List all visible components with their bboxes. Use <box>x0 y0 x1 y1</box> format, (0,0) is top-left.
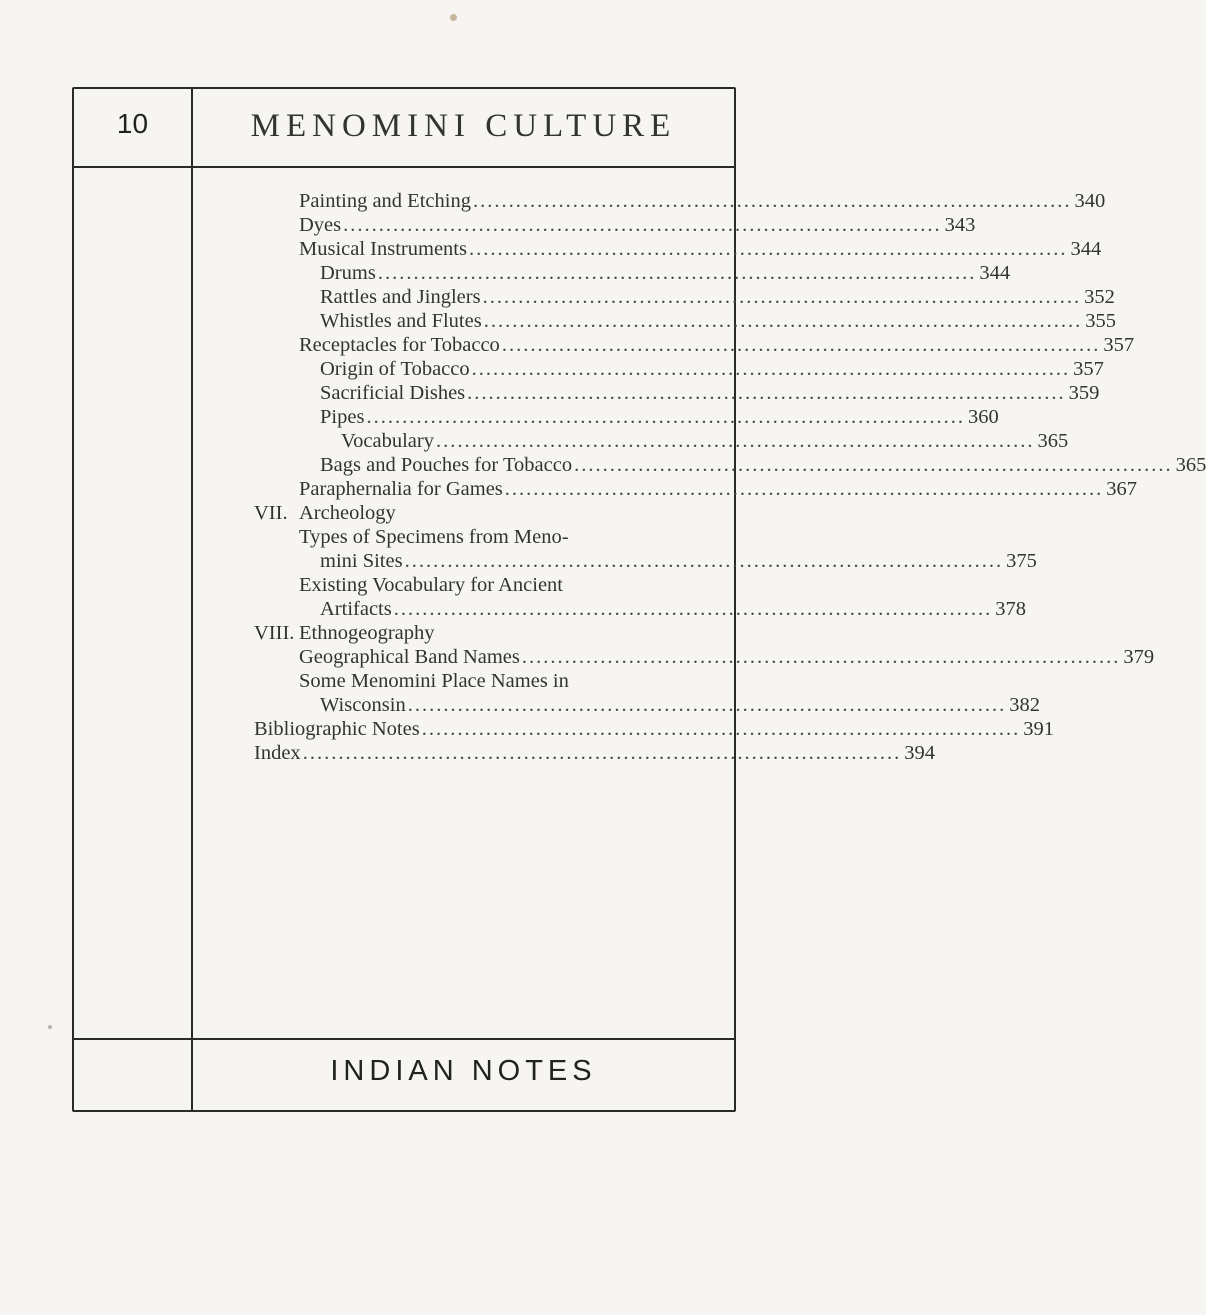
toc-page-number: 340 <box>1074 190 1106 212</box>
toc-section-heading <box>254 621 729 645</box>
leader-dots: .................................................................................... <box>501 334 1101 356</box>
toc-entry <box>320 453 1206 477</box>
toc-entry <box>299 669 729 693</box>
toc-entry-label: mini Sites <box>320 550 403 572</box>
speck-mark <box>48 1025 52 1029</box>
leader-dots: .................................................................................... <box>407 694 1007 716</box>
leader-dots: .................................................................................... <box>483 310 1083 332</box>
leader-dots: .................................................................................... <box>472 190 1072 212</box>
toc-page-number: 365 <box>1037 430 1069 452</box>
leader-dots: .................................................................................... <box>482 286 1082 308</box>
toc-entry-label: Rattles and Jinglers <box>320 286 481 308</box>
toc-entry <box>299 525 729 549</box>
toc-entry-label: Types of Specimens from Meno- <box>299 526 569 548</box>
toc-page-number: 391 <box>1023 718 1054 740</box>
leader-dots: .................................................................................... <box>366 406 965 428</box>
section-title: Ethnogeography <box>299 622 435 644</box>
toc-page-number: 357 <box>1073 358 1104 380</box>
toc-entry-label: Musical Instruments <box>299 238 467 260</box>
toc-page-number: 378 <box>995 598 1026 620</box>
leader-dots: .................................................................................... <box>435 430 1035 452</box>
toc-entry-label: Index <box>254 742 301 764</box>
toc-entry-label: Vocabulary <box>341 430 434 452</box>
toc-entry-label: Whistles and Flutes <box>320 310 482 332</box>
toc-entry <box>320 357 1104 381</box>
toc-entry <box>320 549 1037 573</box>
toc-entry-label: Some Menomini Place Names in <box>299 670 569 692</box>
toc-page-number: 394 <box>904 742 935 764</box>
toc-entry <box>320 261 1011 285</box>
toc-page-number: 360 <box>967 406 999 428</box>
toc-entry <box>254 717 1054 741</box>
toc-entry <box>320 597 1026 621</box>
toc-page-number: 382 <box>1009 694 1040 716</box>
leader-dots: .................................................................................... <box>302 742 902 764</box>
leader-dots: .................................................................................... <box>504 478 1104 500</box>
toc-page-number: 379 <box>1123 646 1155 668</box>
toc-entry-label: Bags and Pouches for Tobacco <box>320 454 573 476</box>
speck-mark <box>450 14 457 21</box>
toc-entry <box>299 477 1138 501</box>
toc-entry <box>254 741 935 765</box>
leader-dots: .................................................................................... <box>521 646 1121 668</box>
toc-entry <box>320 309 1116 333</box>
toc-entry <box>320 693 1040 717</box>
toc-page-number: 344 <box>1070 238 1102 260</box>
header-rule <box>72 166 736 168</box>
leader-dots: .................................................................................... <box>404 550 1004 572</box>
toc-entry-label: Wisconsin <box>320 694 406 716</box>
toc-page-number: 367 <box>1106 478 1138 500</box>
toc-entry <box>341 429 1069 453</box>
toc-entry <box>299 189 1106 213</box>
section-title: Archeology <box>299 502 396 524</box>
toc-entry <box>320 405 999 429</box>
toc-entry <box>320 381 1100 405</box>
leader-dots: .................................................................................... <box>393 598 993 620</box>
toc-entry <box>299 213 976 237</box>
section-numeral: VIII. <box>254 622 295 644</box>
toc-entry <box>320 285 1115 309</box>
toc-entry-label: Paraphernalia for Games <box>299 478 503 500</box>
footer-title: INDIAN NOTES <box>330 1055 597 1087</box>
leader-dots: .................................................................................... <box>467 382 1066 404</box>
toc-entry-label: Artifacts <box>320 598 392 620</box>
toc-entry <box>299 237 1102 261</box>
toc-page-number: 375 <box>1006 550 1037 572</box>
toc-page-number: 357 <box>1103 334 1135 356</box>
section-numeral: VII. <box>254 502 288 524</box>
footer-rule <box>72 1038 736 1040</box>
toc-entry-label: Painting and Etching <box>299 190 471 212</box>
running-head: MENOMINI CULTURE <box>250 108 677 144</box>
leader-dots: .................................................................................... <box>471 358 1071 380</box>
toc-entry-label: Drums <box>320 262 376 284</box>
toc-page-number: 365 <box>1175 454 1206 476</box>
toc-section-heading <box>254 501 729 525</box>
toc-entry-label: Geographical Band Names <box>299 646 520 668</box>
toc-entry-label: Bibliographic Notes <box>254 718 420 740</box>
toc-entry <box>299 645 1155 669</box>
toc-entry <box>299 333 1135 357</box>
page-number: 10 <box>116 108 149 139</box>
toc-page-number: 344 <box>979 262 1011 284</box>
toc-entry-label: Sacrificial Dishes <box>320 382 466 404</box>
toc-entry-label: Receptacles for Tobacco <box>299 334 500 356</box>
toc-entry <box>299 573 729 597</box>
toc-page-number: 352 <box>1084 286 1115 308</box>
toc-entry-label: Origin of Tobacco <box>320 358 470 380</box>
column-divider <box>191 87 193 1112</box>
toc-page-number: 343 <box>944 214 976 236</box>
toc-entry-label: Existing Vocabulary for Ancient <box>299 574 563 596</box>
leader-dots: .................................................................................... <box>343 214 942 236</box>
leader-dots: .................................................................................... <box>377 262 977 284</box>
toc-entry-label: Pipes <box>320 406 365 428</box>
toc-page-number: 359 <box>1068 382 1100 404</box>
leader-dots: .................................................................................... <box>468 238 1068 260</box>
toc-page-number: 355 <box>1085 310 1116 332</box>
leader-dots: .................................................................................... <box>421 718 1021 740</box>
toc-entry-label: Dyes <box>299 214 342 236</box>
leader-dots: .................................................................................... <box>574 454 1173 476</box>
